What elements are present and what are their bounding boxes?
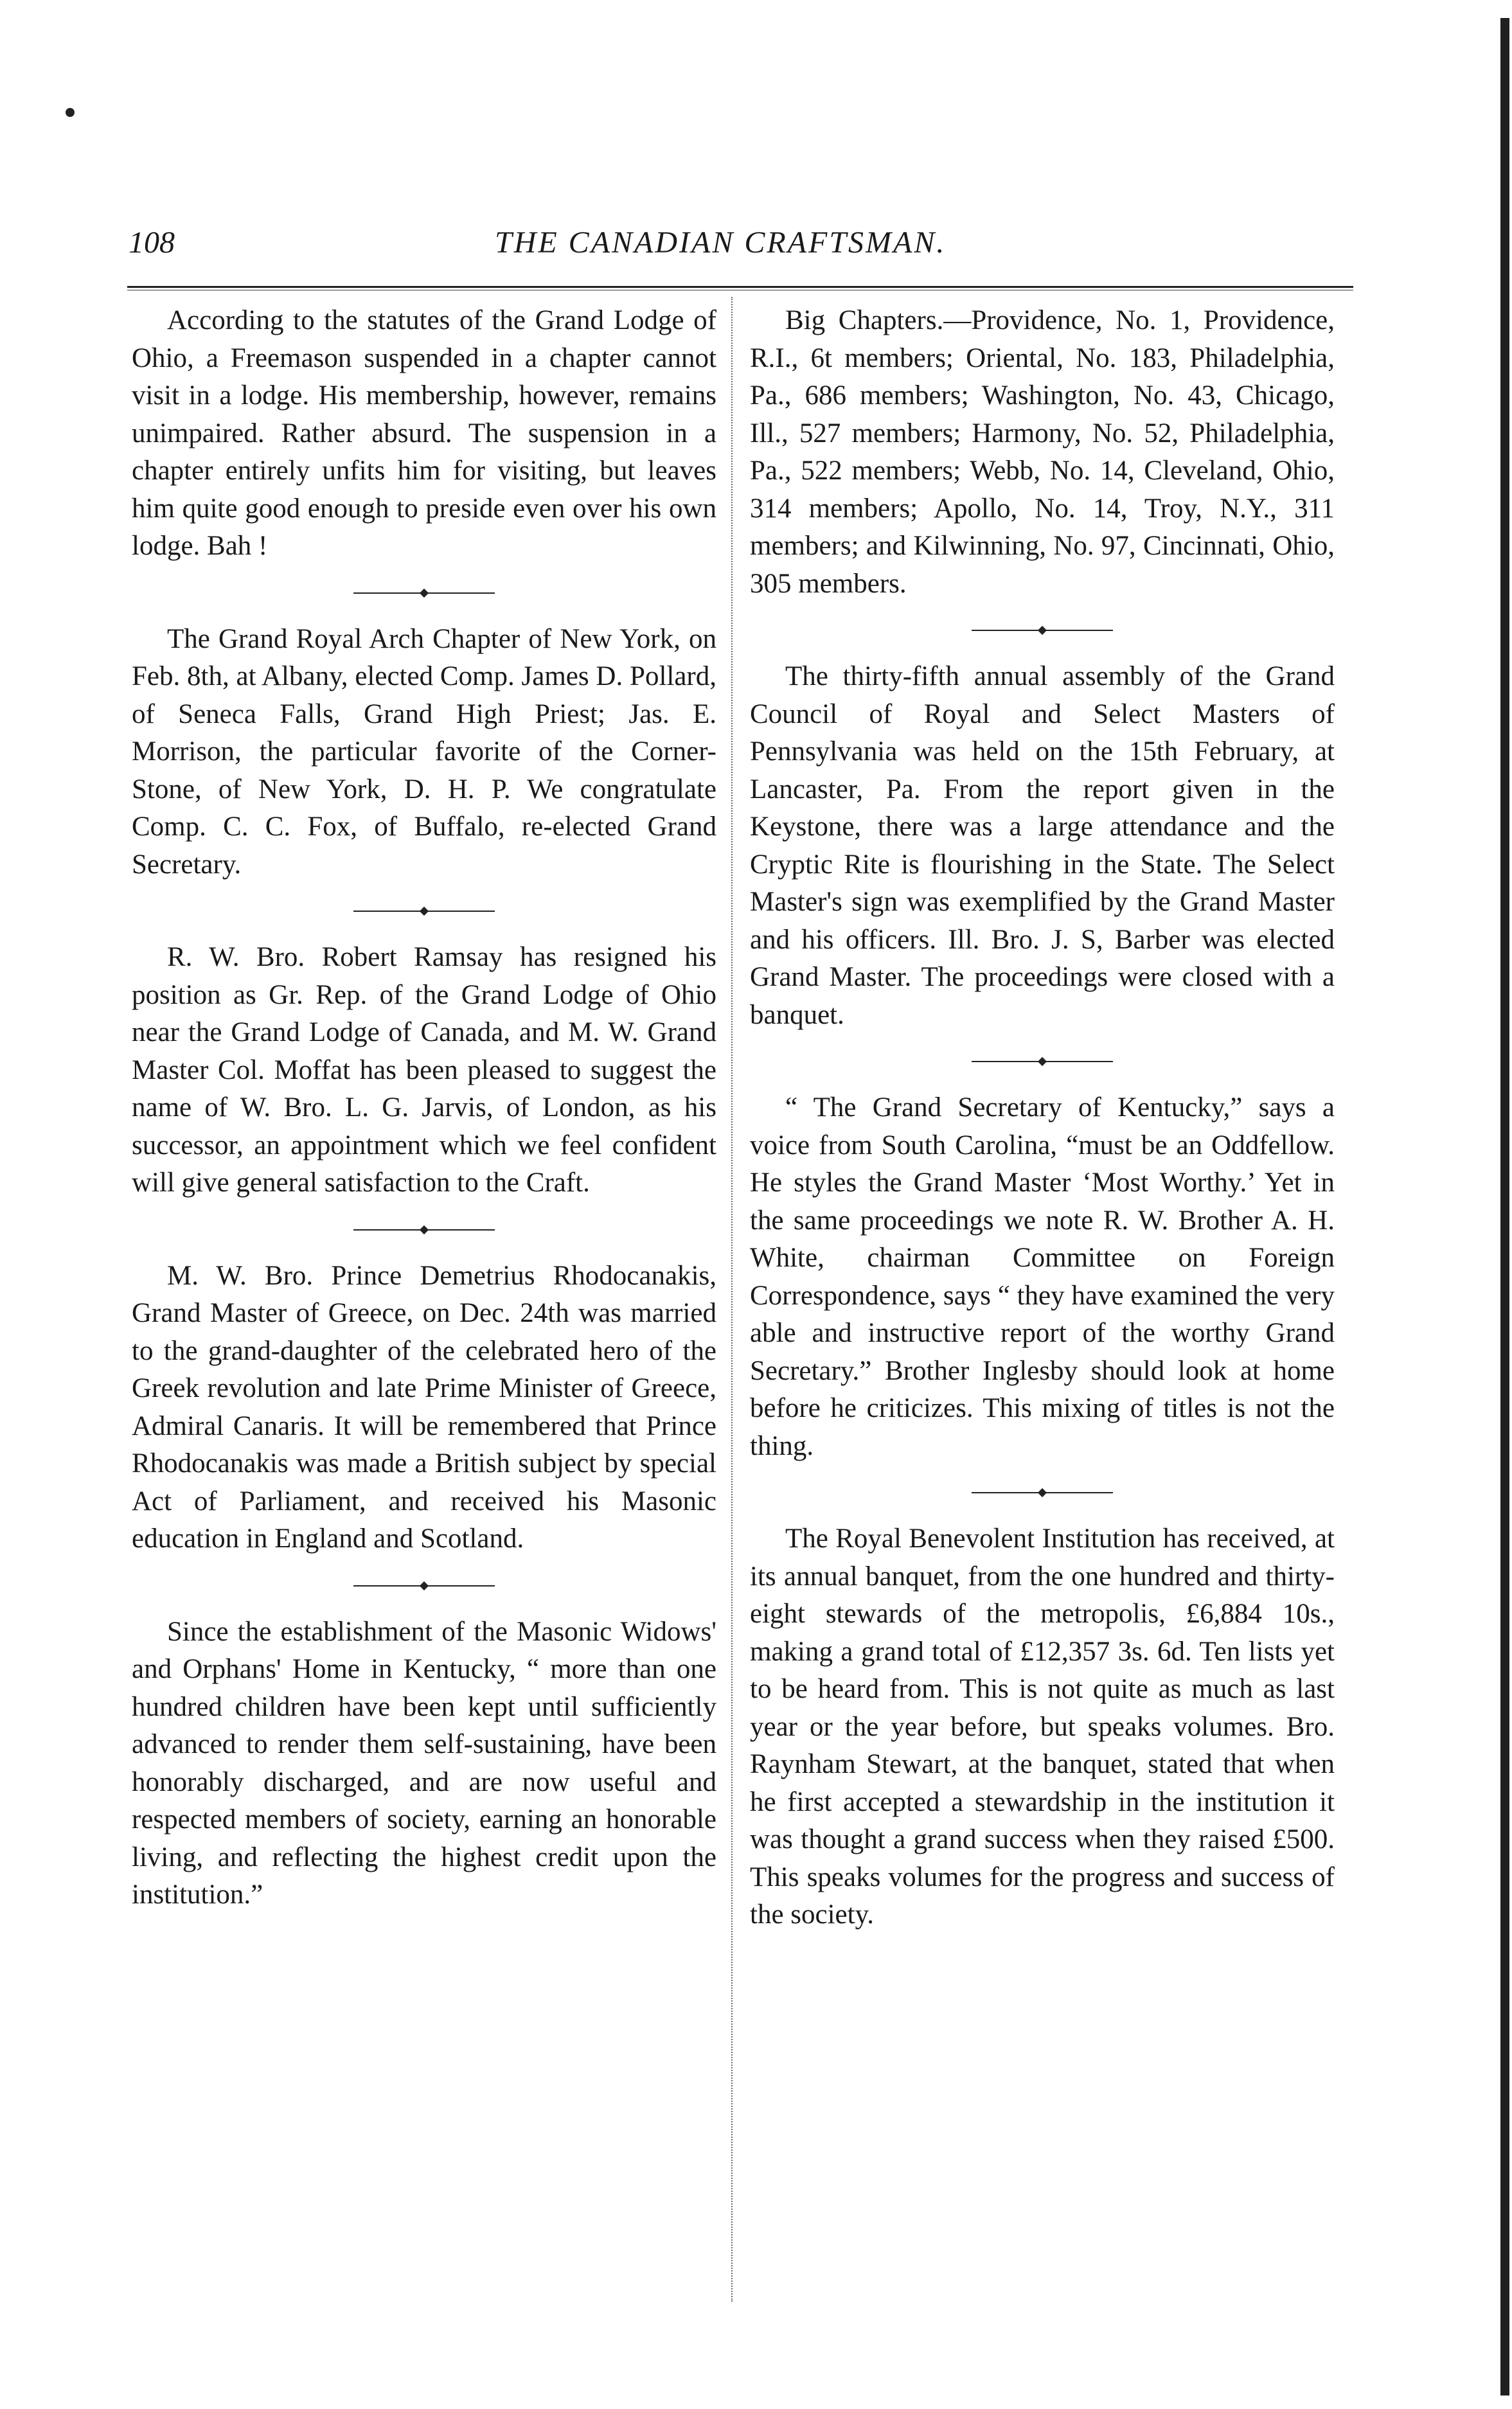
article-prince-rhodocanakis: M. W. Bro. Prince Demetrius Rhodocanakis, Grand Master of Greece, on Dec. 24th was married to the grand-daughter of the celebrated hero of the Greek revolution and late Prime Minister of Greece, Admiral Canaris. It will be remembered that Prince Rhodocanakis was made a British subject by special Act of Parliament, and received his Masonic education in England and Scotland. xyxy=(132,1260,716,1554)
page-number: 108 xyxy=(129,226,175,260)
article-separator xyxy=(750,1034,1335,1089)
left-column xyxy=(132,302,716,1914)
column-divider xyxy=(731,297,733,2302)
article-big-chapters: Big Chapters.—Providence, No. 1, Providence, R.I., 6t members; Oriental, No. 183, Philadelphia, Pa., 686 members; Washington, No. 43, Chicago, Ill., 527 members; Harmony, No. 52, Philadelphia, Pa., 522 members; Webb, No. 14, Cleveland, Ohio, 314 members; Apollo, No. 14, Troy, N.Y., 311 members; and Kilwinning, No. 97, Cincinnati, Ohio, 305 members. xyxy=(750,305,1335,599)
article-separator xyxy=(132,1558,716,1613)
article-ramsay-resignation: R. W. Bro. Robert Ramsay has resigned his position as Gr. Rep. of the Grand Lodge of Ohio near the Grand Lodge of Canada, and M. W. Grand Master Col. Moffat has been pleased to suggest the name of W. Bro. L. G. Jarvis, of London, as his successor, an appointment which we feel confident will give general satisfaction to the Craft. xyxy=(132,942,716,1198)
header-rule xyxy=(127,286,1353,288)
article-grand-royal-arch-ny: The Grand Royal Arch Chapter of New York, on Feb. 8th, at Albany, elected Comp. James D. Pollard, of Seneca Falls, Grand High Priest; Jas. E. Morrison, the particular favorite of the Corner-Stone, of New York, D. H. P. We congratulate Comp. C. C. Fox, of Buffalo, re-elected Grand Secretary. xyxy=(132,623,716,880)
article-ohio-suspension: According to the statutes of the Grand Lodge of Ohio, a Freemason suspended in a chapter cannot visit in a lodge. His membership, however, remains unimpaired. Rather absurd. The suspension in a chapter entirely unfits him for visiting, but leaves him quite good enough to preside even over his own lodge. Bah ! xyxy=(132,305,716,561)
page-edge-shadow xyxy=(1500,18,1509,2396)
article-separator xyxy=(750,603,1335,658)
article-separator xyxy=(132,884,716,939)
article-kentucky-secretary: “ The Grand Secretary of Kentucky,” says a voice from South Carolina, “must be an Oddfellow. He styles the Grand Master ‘Most Worthy.’ Yet in the same proceedings we note R. W. Brother A. H. White, chairman Committee on Foreign Correspondence, says “ they have examined the very able and instructive report of the worthy Grand Secretary.” Brother Inglesby should look at home before he criticizes. This mixing of titles is not the thing. xyxy=(750,1092,1335,1461)
article-separator xyxy=(750,1465,1335,1520)
article-pennsylvania-council: The thirty-fifth annual assembly of the Grand Council of Royal and Select Masters of Pennsylvania was held on the 15th February, at Lancaster, Pa. From the report given in the Keystone, there was a large attendance and the Cryptic Rite is flourishing in the State. The Select Master's sign was exemplified by the Grand Master and his officers. Ill. Bro. J. S, Barber was elected Grand Master. The proceedings were closed with a banquet. xyxy=(750,661,1335,1030)
right-column xyxy=(750,302,1335,1934)
article-kentucky-home: Since the establishment of the Masonic Widows' and Orphans' Home in Kentucky, “ more than one hundred children have been kept until sufficiently advanced to render them self-sustaining, have been honorably discharged, and are now useful and respected members of society, earning an honorable living, and reflecting the highest credit upon the institution.” xyxy=(132,1616,716,1910)
print-speck xyxy=(66,108,75,117)
page-header xyxy=(129,225,1349,270)
article-separator xyxy=(132,565,716,621)
article-royal-benevolent: The Royal Benevolent Institution has received, at its annual banquet, from the one hundred and thirty-eight stewards of the metropolis, £6,884 10s., making a grand total of £12,357 3s. 6d. Ten lists yet to be heard from. This is not quite as much as last year or the year before, but speaks volumes. Bro. Raynham Stewart, at the banquet, stated that when he first accepted a stewardship in the institution it was thought a grand success when they raised £500. This speaks volumes for the progress and success of the society. xyxy=(750,1524,1335,1930)
article-separator xyxy=(132,1202,716,1258)
running-title: THE CANADIAN CRAFTSMAN. xyxy=(495,226,947,260)
